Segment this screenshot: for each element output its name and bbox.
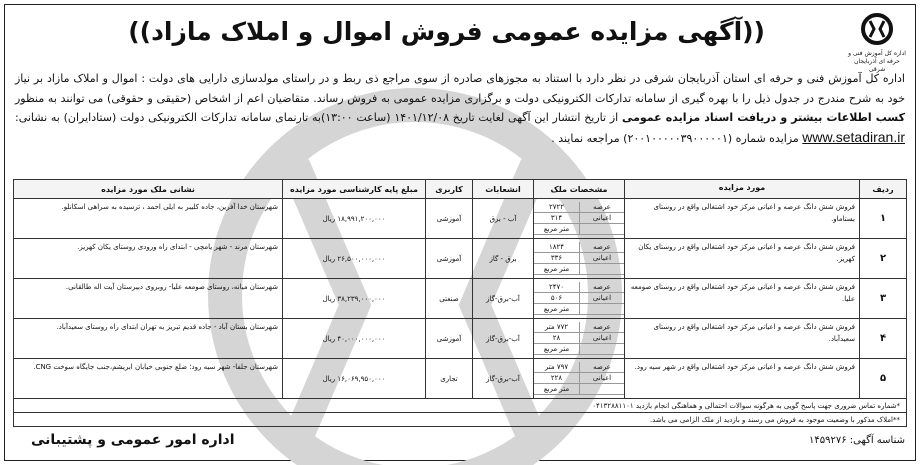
spec-cell: ۲۲۸ [534, 373, 579, 384]
spec-cell: متر مربع [534, 304, 579, 315]
spec-cell: ۳۱۴ [534, 213, 579, 224]
spec-cell: عرصه [579, 242, 624, 253]
spec-cell [579, 344, 624, 355]
row-subject: فروش شش دانگ عرصه و اعیانی مرکز خود اشتغالی واقع در روستای صومعه علیا. [625, 279, 860, 319]
spec-cell: ۵۰۶ [534, 293, 579, 304]
spec-cell: ۳۳۶ [534, 253, 579, 264]
row-utilities: آب-برق-گاز [473, 359, 534, 399]
row-utilities: برق - گاز [473, 239, 534, 279]
note-contact: *شماره تماس ضروری جهت پاسخ گویی به هرگونه سوالات احتمالی و هماهنگی انجام بازدید ۰۴۱۳۲۸۸۱۱۰۱ [14, 399, 907, 413]
row-subject: فروش شش دانگ عرصه و اعیانی مرکز خود اشتغالی واقع در روستای یکان کهریز. [625, 239, 860, 279]
spec-cell [579, 224, 624, 235]
spec-cell: عرصه [579, 282, 624, 293]
department-signature: اداره امور عمومی و پشتیبانی [31, 432, 235, 448]
col-header-property-spec: مشخصات ملک [534, 180, 625, 199]
spec-cell: ۲۴۷۰ [534, 282, 579, 293]
spec-cell: متر مربع [534, 224, 579, 235]
row-utilities: آب - برق [473, 199, 534, 239]
spec-cell [579, 304, 624, 315]
spec-cell: عرصه [579, 322, 624, 333]
row-usage: آموزشی [426, 319, 473, 359]
notice-page [4, 4, 916, 461]
row-usage: صنعتی [426, 279, 473, 319]
spec-cell: ۲۸ [534, 333, 579, 344]
table-row [14, 279, 907, 319]
col-header-row-number: ردیف [860, 180, 907, 199]
spec-cell [579, 264, 624, 275]
row-usage: تجاری [426, 359, 473, 399]
row-number: ۲ [860, 239, 907, 279]
row-address: شهرستان مرند - شهر یامچی - ابتدای راه ورودی روستای یکان کهریز. [14, 239, 283, 279]
notice-title: ((آگهی مزایده عمومی فروش اموال و املاک مازاد)) [128, 17, 765, 46]
row-base-price: ۴۰,۰۰۰,۰۰۰,۰۰۰ ریال [283, 319, 426, 359]
organization-logo [847, 13, 907, 74]
row-number: ۱ [860, 199, 907, 239]
col-header-address: نشانی ملک مورد مزایده [14, 180, 283, 199]
row-subject: فروش شش دانگ عرصه و اعیانی مرکز خود اشتغالی واقع در شهر سیه رود. [625, 359, 860, 399]
notice-id: شناسه آگهی: ۱۴۵۹۲۷۶ [808, 435, 905, 446]
spec-cell: عرصه [579, 202, 624, 213]
spec-cell: متر مربع [534, 264, 579, 275]
row-property-spec [534, 359, 625, 399]
row-base-price: ۱۶,۰۶۹,۹۵۰,۰۰۰ ریال [283, 359, 426, 399]
table-row [14, 359, 907, 399]
spec-cell: عرصه [579, 362, 624, 373]
spec-cell: متر مربع [534, 344, 579, 355]
row-usage: آموزشی [426, 199, 473, 239]
auction-table [13, 179, 907, 427]
setadiran-link[interactable]: www.setadiran.ir [802, 128, 905, 145]
spec-cell: ۷۷۲ متر [534, 322, 579, 333]
row-property-spec [534, 199, 625, 239]
intro-paragraph [15, 69, 905, 148]
table-row [14, 319, 907, 359]
spec-cell: ۷۹۷ متر [534, 362, 579, 373]
table-row [14, 199, 907, 239]
logo-text: اداره کل آموزش فنی و حرفه ای آذربایجان شرقی [848, 50, 906, 73]
intro-text-1: اداره کل آموزش فنی و حرفه ای استان آذربایجان شرقی در نظر دارد با استناد به مجوزهای صادره از سوی مراجع ذی ربط و در راستای مولدسازی دارایی های دولت : اموال و املاک مازاد بر نیاز خود به شرح مندرج در جدول ذیل را با بهره گیری از سامانه تدارکات الکترونیکی دولت و برگزاری مزایده عمومی به فروش رساند. متقاضیان اعم از اشخاص (حقیقی و حقوقی) می توانند به منظور [15, 72, 905, 105]
note-row [14, 413, 907, 427]
row-address: شهرستان میانه، روستای صومعه علیا- روبروی دبیرستان آیت اله طالقانی. [14, 279, 283, 319]
row-number: ۳ [860, 279, 907, 319]
spec-cell: اعیانی [579, 333, 624, 344]
spec-cell: ۲۷۲۲ [534, 202, 579, 213]
row-number: ۵ [860, 359, 907, 399]
row-subject: فروش شش دانگ عرصه و اعیانی مرکز خود اشتغالی واقع در روستای بستاماو. [625, 199, 860, 239]
row-utilities: آب-برق-گاز [473, 279, 534, 319]
row-address: شهرستان خدا آفرین، جاده کلیبر به ایلی احمد ، ترسیده به سراهی اسکانلو. [14, 199, 283, 239]
header [5, 11, 915, 73]
row-utilities: آب-برق-گاز [473, 319, 534, 359]
spec-cell: اعیانی [579, 373, 624, 384]
note-row [14, 399, 907, 413]
col-header-subject: مورد مزایده [625, 180, 860, 199]
row-subject: فروش شش دانگ عرصه و اعیانی مرکز خود اشتغالی واقع در روستای سعیدآباد. [625, 319, 860, 359]
row-number: ۴ [860, 319, 907, 359]
row-address: شهرستان جلفا- شهر سیه رود؛ ضلع جنوبی خیابان ابریشم،جنب جایگاه سوخت CNG. [14, 359, 283, 399]
intro-text-3: مزایده شماره (۲۰۰۱۰۰۰۰۰۳۹۰۰۰۰۰۱) مراجعه نمایند . [551, 131, 799, 145]
spec-cell [579, 384, 624, 395]
row-property-spec [534, 239, 625, 279]
intro-bold: کسب اطلاعات بیشتر و دریافت اسناد مزایده عمومی [621, 111, 906, 124]
row-address: شهرستان بستان آباد - جاده قدیم تبریز به تهران ابتدای راه روستای سعیدآباد. [14, 319, 283, 359]
col-header-usage: کاربری [426, 180, 473, 199]
note-visit: **املاک مذکور با وضعیت موجود به فروش می رسند و بازدید از ملک الزامی می باشد. [14, 413, 907, 427]
spec-cell: متر مربع [534, 384, 579, 395]
col-header-base-price: مبلغ پایه کارشناسی مورد مزایده [283, 180, 426, 199]
spec-cell: اعیانی [579, 213, 624, 224]
row-usage: آموزشی [426, 239, 473, 279]
row-base-price: ۲۶,۵۰۰,۰۰۰,۰۰۰ ریال [283, 239, 426, 279]
organization-emblem-icon [857, 13, 897, 45]
spec-cell: اعیانی [579, 253, 624, 264]
row-base-price: ۱۸,۹۹۱,۲۰۰,۰۰۰ ریال [283, 199, 426, 239]
row-base-price: ۳۸,۲۳۹,۰۰۰,۰۰۰ ریال [283, 279, 426, 319]
row-property-spec [534, 319, 625, 359]
spec-cell: اعیانی [579, 293, 624, 304]
col-header-utilities: انشعابات [473, 180, 534, 199]
table-row [14, 239, 907, 279]
spec-cell: ۱۸۲۴ [534, 242, 579, 253]
row-property-spec [534, 279, 625, 319]
table-header-row [14, 180, 907, 199]
intro-text-2: از تاریخ انتشار این آگهی لغایت تاریخ ۱۴۰۱/۱۲/۰۸ (ساعت ۱۳:۰۰)به تارنمای سامانه تدارکات الکترونیکی دولت (ستادایران) به نشانی: [15, 111, 619, 124]
